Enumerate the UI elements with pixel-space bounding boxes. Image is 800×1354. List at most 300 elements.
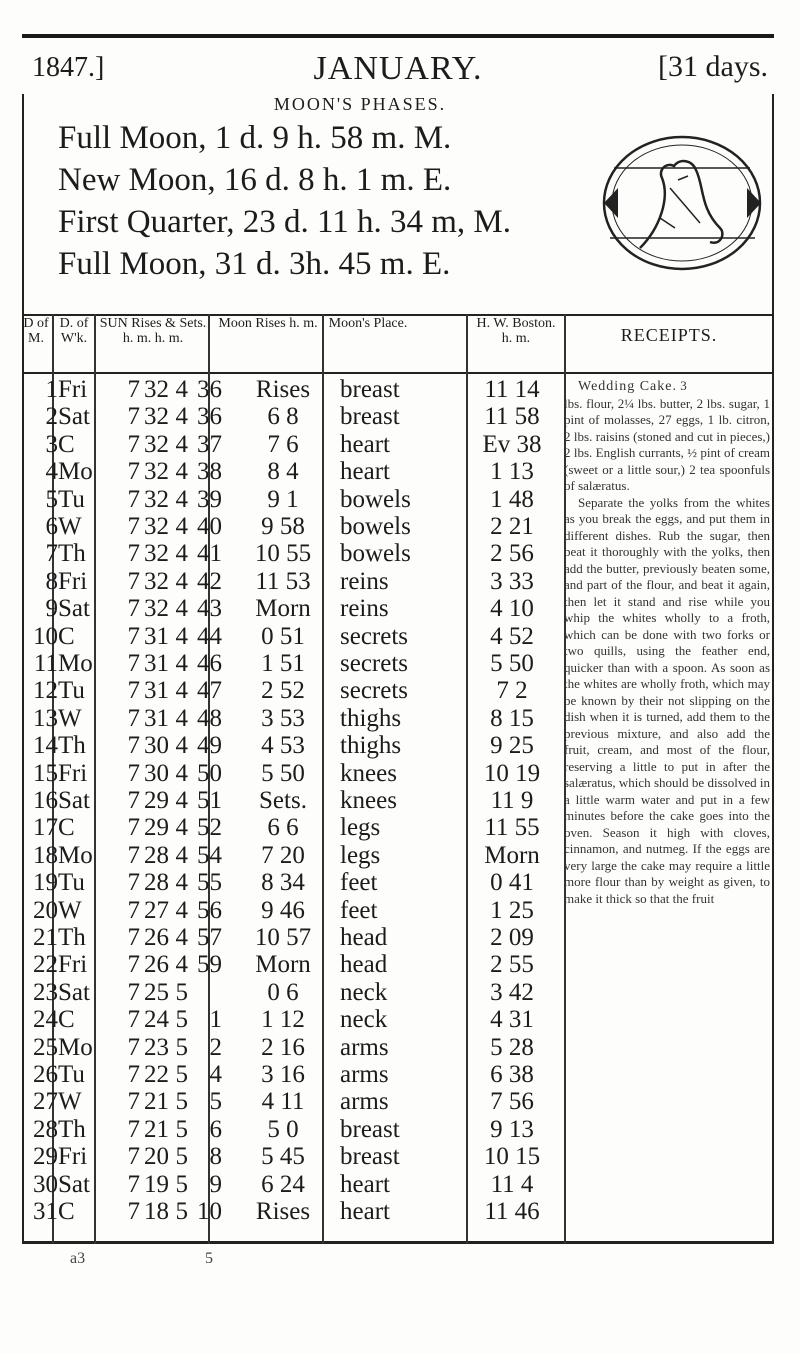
day-of-week: C (58, 430, 75, 458)
sunrise-minute: 31 (144, 704, 169, 732)
high-water-boston: 7 2 (496, 677, 528, 705)
sunrise-minute: 31 (144, 650, 169, 677)
sunrise-minute: 20 (144, 1143, 169, 1171)
sunset-minute: 47 (197, 677, 222, 705)
moon-place: heart (340, 430, 390, 458)
sunrise-hour: 7 (127, 430, 140, 458)
moon-place: legs (340, 841, 381, 869)
day-of-month: 27 (33, 1088, 58, 1116)
sunrise-minute: 32 (144, 376, 169, 403)
day-of-month: 26 (33, 1061, 58, 1088)
moon-place: bowels (340, 485, 411, 513)
month-title: JANUARY. (313, 50, 483, 87)
day-of-week: Th (58, 1115, 86, 1143)
sunset-hour: 4 (175, 677, 188, 705)
day-of-week: Tu (58, 869, 85, 897)
moon-phases-title: MOON'S PHASES. (273, 94, 447, 114)
high-water-boston: Ev 38 (482, 430, 542, 458)
sunset-minute: 36 (197, 376, 222, 403)
moon-place: arms (340, 1088, 389, 1116)
moon-place: breast (340, 1143, 400, 1171)
day-of-week: Tu (58, 677, 85, 705)
day-of-month: 24 (33, 1006, 58, 1034)
phase-line: New Moon, 16 d. 8 h. 1 m. E. (58, 162, 452, 198)
receipt-number: 3 (680, 378, 687, 393)
day-of-week: C (58, 1006, 75, 1034)
sunset-hour: 4 (175, 869, 188, 897)
moon-place: breast (340, 376, 400, 403)
day-of-month: 5 (45, 485, 58, 513)
day-of-week: W (58, 704, 82, 732)
moon-place: reins (340, 567, 389, 595)
high-water-boston: 2 21 (490, 513, 534, 540)
sunset-hour: 5 (175, 1170, 188, 1198)
day-of-week: Mo (58, 841, 93, 869)
sunrise-hour: 7 (127, 787, 140, 814)
sunset-minute: 8 (209, 1143, 222, 1171)
receipt-directions: Separate the yolks from the whites as you break the eggs, and put them in different dishes. Rub the sugar, then beat it thoroughly with the yolks, then add the butter, previously beaten some, and part of the flour, and beat it again, then let it stand and rise while you whip the whites wholly to a froth, which can be done with two forks or two quills, using the feather end, quicker than with a spoon. As soon as the whites are wholly froth, which may be known by their not slipping on the dish when it is turned, add them to the previous mixture, and also add the fruit, cream, and most of the flour, reserving a little to put in after the salæratus, which should be dissolved in a little warm water and put in a few minutes before the cake goes into the oven. Season it high with cloves, cinnamon, and nutmeg. If the eggs are very large the cake may require a little more flour than by weight as given, to make it thick so that the fruit (564, 494, 770, 906)
sunset-minute: 6 (209, 1115, 222, 1143)
moon-rises: 11 53 (255, 567, 311, 595)
sunrise-hour: 7 (127, 567, 140, 595)
sunset-minute: 1 (209, 1006, 222, 1034)
sunset-minute: 38 (197, 458, 222, 486)
sunset-minute: 56 (197, 896, 222, 924)
day-of-month: 23 (33, 978, 58, 1006)
sunset-hour: 4 (175, 841, 188, 869)
day-of-month: 13 (33, 704, 58, 732)
moon-rises: 9 1 (267, 485, 299, 513)
high-water-boston: 2 56 (490, 540, 534, 568)
header-day-of-month: D of M. (23, 316, 49, 346)
sunrise-hour: 7 (127, 513, 140, 540)
day-of-week: Sat (58, 595, 90, 623)
sunset-minute: 39 (197, 485, 222, 513)
sunset-minute: 49 (197, 732, 222, 760)
high-water-boston: 5 50 (490, 650, 534, 677)
high-water-boston: 11 4 (490, 1170, 534, 1198)
moon-rises: 4 11 (261, 1088, 305, 1116)
sunrise-hour: 7 (127, 978, 140, 1006)
moon-place: thighs (340, 732, 402, 760)
moon-rises: 8 34 (261, 869, 305, 897)
moon-rises: 9 46 (261, 896, 305, 924)
day-of-week: Fri (58, 376, 88, 403)
day-of-month: 8 (45, 567, 58, 595)
day-of-month: 7 (45, 540, 58, 568)
sunset-minute: 36 (197, 403, 222, 431)
sunrise-hour: 7 (127, 1006, 140, 1034)
high-water-boston: 6 38 (490, 1061, 534, 1088)
sunrise-minute: 18 (144, 1198, 169, 1225)
moon-rises: 7 20 (261, 841, 305, 869)
sunset-hour: 4 (175, 732, 188, 760)
moon-rises: 8 4 (267, 458, 299, 486)
day-of-month: 11 (33, 650, 58, 677)
sunrise-hour: 7 (127, 622, 140, 650)
day-of-month: 31 (33, 1198, 58, 1225)
sunrise-minute: 19 (144, 1170, 169, 1198)
high-water-boston: 4 10 (490, 595, 534, 623)
sunrise-minute: 27 (144, 896, 169, 924)
high-water-boston: 10 15 (483, 1143, 541, 1171)
sunset-hour: 4 (175, 485, 188, 513)
moon-place: secrets (340, 622, 409, 650)
moon-rises: 3 53 (261, 704, 305, 732)
sunset-minute: 46 (197, 650, 222, 677)
day-of-month: 17 (33, 814, 58, 842)
sunrise-minute: 31 (144, 622, 169, 650)
moon-rises: 3 16 (261, 1061, 305, 1088)
day-of-month: 6 (45, 513, 58, 540)
day-of-month: 2 (45, 403, 58, 431)
day-of-week: Sat (58, 978, 90, 1006)
days-label: [31 days. (658, 50, 768, 83)
moon-place: knees (340, 787, 397, 814)
day-of-month: 28 (33, 1115, 58, 1143)
high-water-boston: 7 56 (490, 1088, 534, 1116)
moon-rises: Morn (255, 951, 311, 979)
sunrise-hour: 7 (127, 1088, 140, 1116)
moon-place: neck (340, 978, 388, 1006)
sunrise-minute: 32 (144, 430, 169, 458)
sunset-hour: 4 (175, 458, 188, 486)
sunrise-hour: 7 (127, 1115, 140, 1143)
moon-place: feet (340, 869, 378, 897)
day-of-month: 12 (33, 677, 58, 705)
sunset-minute: 37 (197, 430, 222, 458)
high-water-boston: 9 25 (490, 732, 534, 760)
day-of-month: 30 (33, 1170, 58, 1198)
sunset-hour: 4 (175, 704, 188, 732)
day-of-month: 21 (33, 924, 58, 951)
sunset-hour: 4 (175, 540, 188, 568)
day-of-week: Th (58, 540, 86, 568)
sunset-minute: 52 (197, 814, 222, 842)
moon-place: breast (340, 403, 400, 431)
moon-rises: 0 51 (261, 622, 305, 650)
day-of-week: Fri (58, 951, 88, 979)
high-water-boston: 11 9 (490, 787, 534, 814)
day-of-week: W (58, 896, 82, 924)
sunrise-minute: 32 (144, 540, 169, 568)
day-of-week: Mo (58, 458, 93, 486)
moon-place: bowels (340, 513, 411, 540)
high-water-boston: 11 14 (484, 376, 540, 403)
day-of-week: C (58, 622, 75, 650)
high-water-boston: 2 55 (490, 951, 534, 979)
sunset-hour: 5 (175, 1088, 188, 1116)
day-of-week: Sat (58, 403, 90, 431)
sunset-minute: 41 (197, 540, 222, 568)
phase-line: Full Moon, 31 d. 3h. 45 m. E. (58, 246, 451, 282)
zodiac-emblem-icon (600, 128, 765, 278)
moon-place: reins (340, 595, 389, 623)
sunset-minute: 44 (197, 622, 222, 650)
moon-place: head (340, 951, 388, 979)
sunrise-minute: 32 (144, 595, 169, 623)
high-water-boston: 4 52 (490, 622, 534, 650)
moon-place: heart (340, 458, 390, 486)
moon-rises: 1 12 (261, 1006, 305, 1034)
phase-line: First Quarter, 23 d. 11 h. 34 m, M. (58, 204, 512, 240)
day-of-week: W (58, 1088, 82, 1116)
moon-rises: 10 57 (254, 924, 312, 951)
sunset-hour: 4 (175, 924, 188, 951)
moon-place: secrets (340, 650, 409, 677)
sunrise-minute: 32 (144, 485, 169, 513)
high-water-boston: 11 58 (484, 403, 540, 431)
day-of-week: Sat (58, 787, 90, 814)
sunset-hour: 4 (175, 814, 188, 842)
moon-rises: 10 55 (254, 540, 312, 568)
sunrise-hour: 7 (127, 1033, 140, 1061)
high-water-boston: 5 28 (490, 1033, 534, 1061)
sunrise-hour: 7 (127, 951, 140, 979)
day-of-week: W (58, 513, 82, 540)
day-of-month: 15 (33, 759, 58, 787)
day-of-week: C (58, 1198, 75, 1225)
sunrise-minute: 21 (144, 1115, 169, 1143)
sunset-minute: 10 (197, 1198, 222, 1225)
header-boston: H. W. Boston. h. m. (476, 316, 556, 346)
moon-rises: 7 6 (267, 430, 299, 458)
moon-rises: Morn (255, 595, 311, 623)
sunset-hour: 4 (175, 567, 188, 595)
day-of-month: 14 (33, 732, 58, 760)
high-water-boston: 9 13 (490, 1115, 534, 1143)
day-of-week: Th (58, 732, 86, 760)
high-water-boston: 0 41 (490, 869, 534, 897)
sunset-hour: 5 (175, 1115, 188, 1143)
sunset-minute: 2 (209, 1033, 222, 1061)
day-of-month: 9 (45, 595, 58, 623)
day-of-month: 10 (33, 622, 58, 650)
moon-place: legs (340, 814, 381, 842)
sunset-minute: 40 (197, 513, 222, 540)
day-of-month: 22 (33, 951, 58, 979)
sunset-minute: 42 (197, 567, 222, 595)
sunrise-hour: 7 (127, 869, 140, 897)
sunset-minute: 5 (209, 1088, 222, 1116)
sunrise-hour: 7 (127, 485, 140, 513)
day-of-month: 19 (33, 869, 58, 897)
sunset-hour: 4 (175, 650, 188, 677)
sunrise-hour: 7 (127, 1061, 140, 1088)
high-water-boston: 8 15 (490, 704, 534, 732)
day-of-month: 3 (45, 430, 58, 458)
sunset-hour: 4 (175, 376, 188, 403)
high-water-boston: 1 48 (490, 485, 534, 513)
sunset-hour: 4 (175, 896, 188, 924)
receipt-ingredients: lbs. flour, 2¼ lbs. butter, 2 lbs. sugar, 1 pint of molasses, 27 eggs, 1 lb. citron, 2 lbs. raisins (stoned and cut in pieces,) 2 lbs. English currants, ½ pint of cream (sweet or a little sour,) 2 tea spoonfuls of salæratus. (564, 395, 770, 493)
sunset-minute: 57 (197, 924, 222, 951)
sunrise-minute: 30 (144, 732, 169, 760)
moon-rises: 6 24 (261, 1170, 305, 1198)
moon-rises: 9 58 (261, 513, 305, 540)
day-of-week: C (58, 814, 75, 842)
sunrise-minute: 25 (144, 978, 169, 1006)
sunrise-minute: 26 (144, 951, 169, 979)
sunrise-hour: 7 (127, 924, 140, 951)
sunset-hour: 5 (175, 1033, 188, 1061)
sunrise-hour: 7 (127, 458, 140, 486)
high-water-boston: 1 25 (490, 896, 534, 924)
high-water-boston: 2 09 (490, 924, 534, 951)
sunrise-minute: 32 (144, 513, 169, 540)
moon-place: thighs (340, 704, 402, 732)
high-water-boston: 11 46 (484, 1198, 540, 1225)
sunset-hour: 4 (175, 951, 188, 979)
sunrise-hour: 7 (127, 650, 140, 677)
sunrise-hour: 7 (127, 704, 140, 732)
moon-rises: 5 0 (267, 1115, 299, 1143)
sunset-minute: 48 (197, 704, 222, 732)
sunrise-minute: 29 (144, 787, 169, 814)
high-water-boston: Morn (484, 841, 540, 869)
year-label: 1847.] (32, 52, 105, 83)
page-header (22, 40, 774, 94)
sunset-minute: 55 (197, 869, 222, 897)
sunrise-minute: 21 (144, 1088, 169, 1116)
sunrise-minute: 28 (144, 869, 169, 897)
header-receipts: RECEIPTS. (620, 325, 718, 345)
moon-rises: 1 51 (261, 650, 305, 677)
sunset-hour: 4 (175, 759, 188, 787)
day-of-week: Fri (58, 567, 88, 595)
sunset-hour: 5 (175, 1006, 188, 1034)
page-mark: 5 (205, 1250, 213, 1267)
sunrise-hour: 7 (127, 1143, 140, 1171)
sunset-hour: 5 (175, 1198, 188, 1225)
moon-place: arms (340, 1061, 389, 1088)
sunrise-minute: 26 (144, 924, 169, 951)
sunset-minute: 50 (197, 759, 222, 787)
sunrise-hour: 7 (127, 1170, 140, 1198)
day-of-week: Fri (58, 759, 88, 787)
sunrise-minute: 32 (144, 403, 169, 431)
day-of-month: 1 (45, 376, 58, 403)
sunset-hour: 4 (175, 595, 188, 623)
signature-mark: a3 (70, 1250, 86, 1267)
sunset-hour: 4 (175, 403, 188, 431)
high-water-boston: 4 31 (490, 1006, 534, 1034)
sunrise-minute: 23 (144, 1033, 169, 1061)
sunrise-hour: 7 (127, 540, 140, 568)
sunset-hour: 4 (175, 430, 188, 458)
day-of-week: Th (58, 924, 86, 951)
moon-rises: 2 52 (261, 677, 305, 705)
sunrise-hour: 7 (127, 759, 140, 787)
moon-rises: 2 16 (261, 1033, 305, 1061)
day-of-month: 16 (33, 787, 58, 814)
sunrise-hour: 7 (127, 814, 140, 842)
moon-place: heart (340, 1198, 390, 1225)
moon-place: breast (340, 1115, 400, 1143)
sunset-minute: 51 (197, 787, 222, 814)
sunset-minute: 4 (209, 1061, 222, 1088)
moon-place: head (340, 924, 388, 951)
receipts-column (564, 378, 770, 1242)
moon-place: secrets (340, 677, 409, 705)
moon-rises: 5 45 (261, 1143, 305, 1171)
sunrise-hour: 7 (127, 841, 140, 869)
day-of-month: 18 (33, 841, 58, 869)
sunrise-minute: 31 (144, 677, 169, 705)
phase-line: Full Moon, 1 d. 9 h. 58 m. M. (58, 120, 452, 156)
sunrise-minute: 29 (144, 814, 169, 842)
high-water-boston: 1 13 (490, 458, 534, 486)
sunrise-minute: 32 (144, 458, 169, 486)
header-moon-place: Moon's Place. (328, 316, 408, 331)
sunset-hour: 4 (175, 787, 188, 814)
day-of-week: Tu (58, 1061, 85, 1088)
sunrise-minute: 28 (144, 841, 169, 869)
moon-rises: Sets. (259, 787, 307, 814)
top-rule (22, 34, 774, 38)
moon-place: bowels (340, 540, 411, 568)
sunrise-minute: 24 (144, 1006, 169, 1034)
table-header (22, 314, 774, 374)
sunset-minute: 54 (197, 841, 222, 869)
high-water-boston: 3 42 (490, 978, 534, 1006)
header-sun: SUN Rises & Sets. h. m. h. m. (99, 316, 207, 346)
day-of-month: 29 (33, 1143, 58, 1171)
moon-place: feet (340, 896, 378, 924)
sunrise-minute: 22 (144, 1061, 169, 1088)
sunrise-hour: 7 (127, 595, 140, 623)
sunrise-hour: 7 (127, 677, 140, 705)
sunrise-minute: 32 (144, 567, 169, 595)
moon-rises: 6 8 (267, 403, 299, 431)
sunset-minute: 9 (209, 1170, 222, 1198)
moon-place: heart (340, 1170, 390, 1198)
day-of-month: 25 (33, 1033, 58, 1061)
day-of-week: Fri (58, 1143, 88, 1171)
moon-place: knees (340, 759, 397, 787)
sunrise-hour: 7 (127, 732, 140, 760)
day-of-month: 20 (33, 896, 58, 924)
moon-rises: 4 53 (261, 732, 305, 760)
sunset-hour: 4 (175, 513, 188, 540)
sunrise-hour: 7 (127, 376, 140, 403)
day-of-week: Mo (58, 1033, 93, 1061)
day-of-week: Mo (58, 650, 93, 677)
sunrise-hour: 7 (127, 403, 140, 431)
sunset-hour: 5 (175, 1143, 188, 1171)
sunrise-hour: 7 (127, 896, 140, 924)
sunrise-hour: 7 (127, 1198, 140, 1225)
header-moon-rises: Moon Rises h. m. (218, 316, 318, 331)
moon-place: neck (340, 1006, 388, 1034)
sunset-minute: 43 (197, 595, 222, 623)
high-water-boston: 10 19 (483, 759, 541, 787)
moon-place: arms (340, 1033, 389, 1061)
sunset-minute: 59 (197, 951, 222, 979)
high-water-boston: 11 55 (484, 814, 540, 842)
moon-rises: Rises (255, 1198, 311, 1225)
sunset-hour: 5 (175, 978, 188, 1006)
day-of-week: Tu (58, 485, 85, 513)
sunset-hour: 5 (175, 1061, 188, 1088)
sunset-hour: 4 (175, 622, 188, 650)
moon-rises: 5 50 (261, 759, 305, 787)
moon-phases (50, 94, 670, 298)
moon-rises: 6 6 (267, 814, 299, 842)
day-of-month: 4 (45, 458, 58, 486)
header-day-of-week: D. of W'k. (59, 316, 89, 346)
moon-rises: 0 6 (267, 978, 299, 1006)
